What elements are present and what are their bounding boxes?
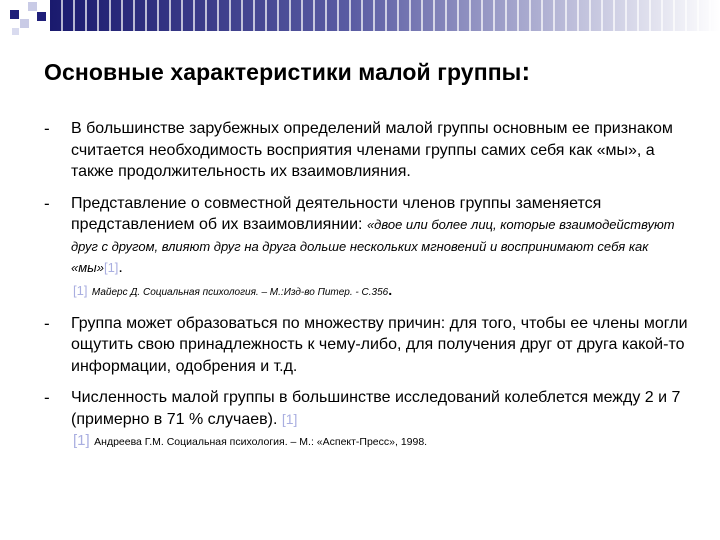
deco-square-light <box>28 2 37 11</box>
page-title <box>44 56 530 87</box>
deco-square-light <box>20 19 29 28</box>
header-decoration <box>0 0 720 46</box>
list-item <box>44 387 692 452</box>
title-colon: : <box>521 56 531 86</box>
footnote-text: Андреева Г.М. Социальная психология. – М.: «Аспект-Пресс», 1998. <box>94 436 428 448</box>
bullet-marker: - <box>44 313 50 333</box>
footnote-reference[interactable]: [1] <box>73 432 90 449</box>
bullet-marker: - <box>44 388 50 407</box>
bullet-text: Группа может образоваться по множеству причин: для того, чтобы ее члены могли ощутить свою принадлежность к чему-либо, для получения друг от друга какой-то информации, одобрения и т.д. <box>71 314 688 375</box>
bullet-list <box>44 118 692 452</box>
bullet-marker: - <box>44 193 50 213</box>
bullet-text: В большинстве зарубежных определений малой группы основным ее признаком считается необходимость восприятия членами группы самих себя как «мы», а также продолжительность их взаимовлияния. <box>71 120 673 180</box>
header-gradient-band <box>50 0 720 31</box>
deco-square-dark <box>10 10 19 19</box>
bullet-marker: - <box>44 119 50 138</box>
deco-square-dark <box>37 12 46 21</box>
bullet-text <box>71 193 692 303</box>
footnote <box>71 280 692 303</box>
quote-definition: «двое или более лиц, которые взаимодействуют друг с другом, влияют друг на друга дольше нескольких мгновений и воспринимают себя как «мы» <box>71 217 675 275</box>
footnote <box>71 431 692 452</box>
bullet-text-main: Численность малой группы в большинстве исследований колеблется между 2 и 7 (примерно в 71 % случаев). <box>71 389 681 428</box>
reference-marker[interactable]: [1] <box>281 410 298 427</box>
footnote-reference[interactable]: [1] <box>73 282 88 298</box>
footnote-text: Майерс Д. Социальная психология. – М.:Изд-во Питер. - С.356 <box>91 286 389 298</box>
deco-square-light <box>12 28 19 35</box>
reference-marker[interactable]: [1] <box>103 260 119 275</box>
bullet-text-main: Представление о совместной деятельности членов группы заменяется представлением об их взаимовлиянии: <box>71 194 602 233</box>
list-item <box>44 118 692 183</box>
footnote-end: . <box>388 281 393 298</box>
bullet-text <box>71 387 692 452</box>
title-text: Основные характеристики малой группы <box>44 59 522 85</box>
list-item <box>44 193 692 303</box>
sentence-end: . <box>118 259 123 276</box>
list-item <box>44 313 692 378</box>
